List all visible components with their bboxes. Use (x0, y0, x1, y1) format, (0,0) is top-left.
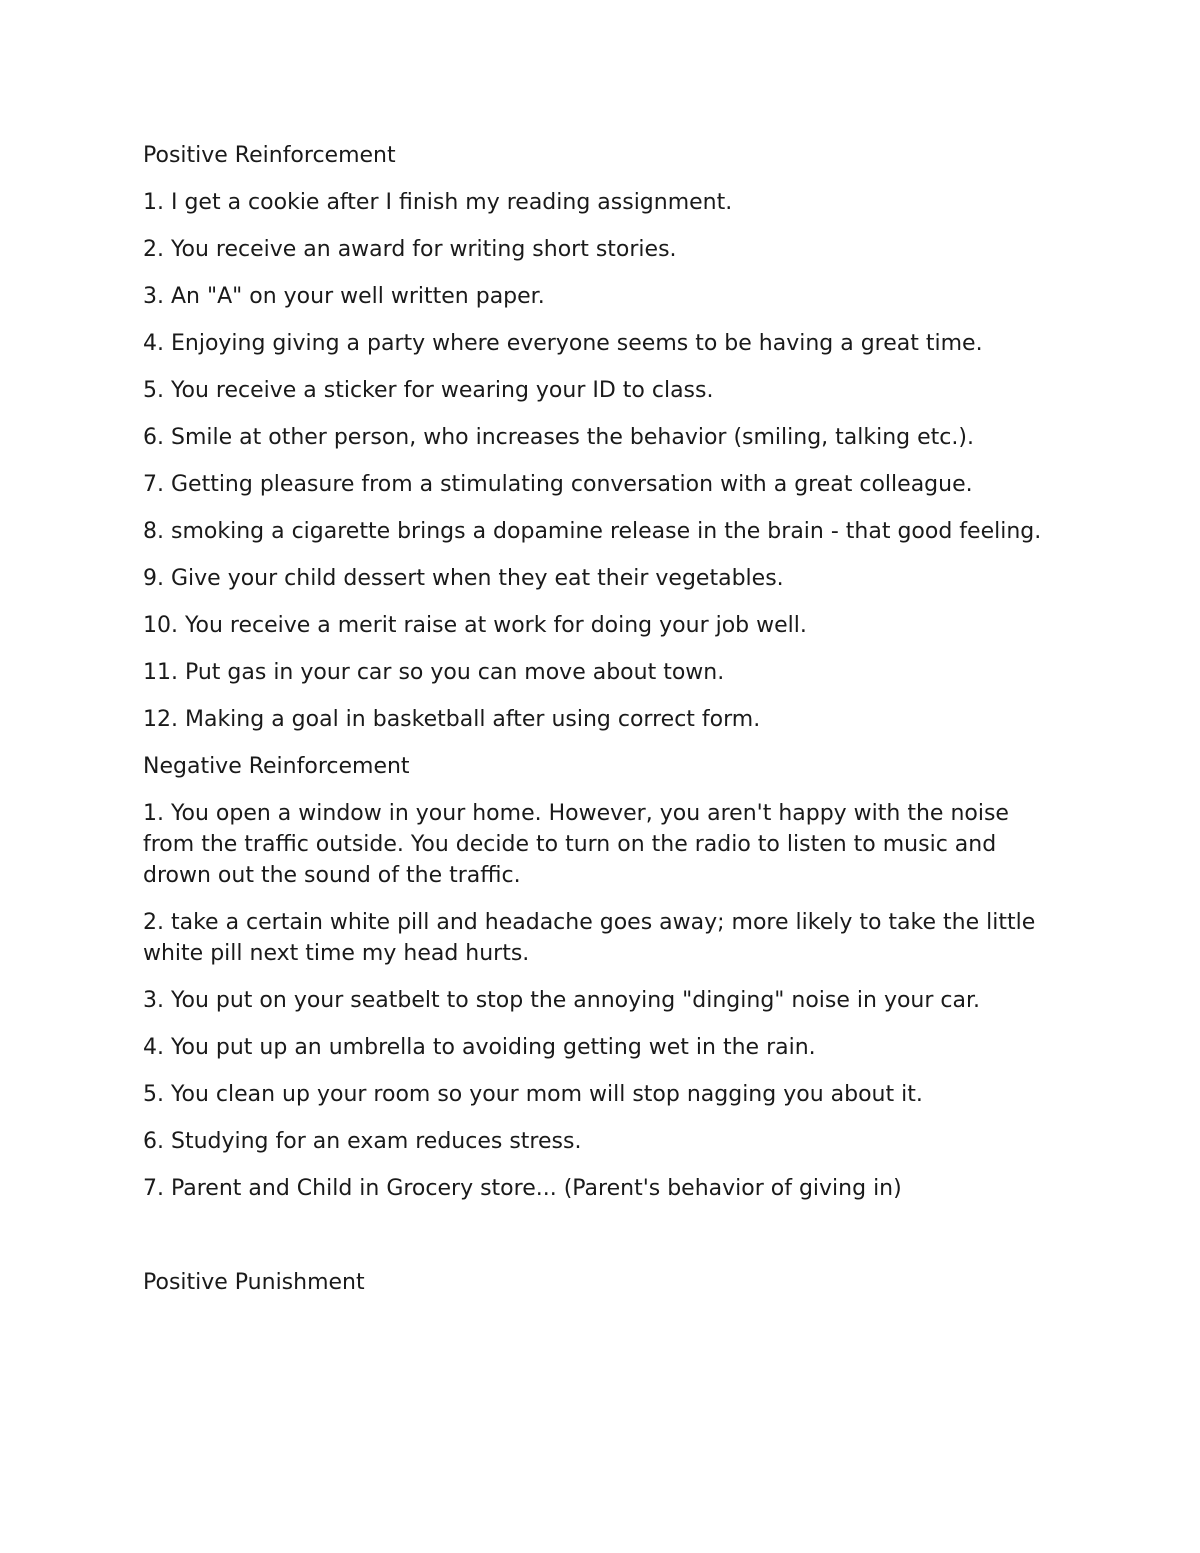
list-item: 7. Parent and Child in Grocery store... (Parent's behavior of giving in) (143, 1176, 902, 1201)
section-heading: Positive Punishment (143, 1270, 365, 1295)
list-item: 1. I get a cookie after I finish my reading assignment. (143, 190, 733, 215)
section-positive-punishment (143, 1267, 1043, 1298)
list-item: 11. Put gas in your car so you can move about town. (143, 660, 725, 685)
list-item: 6. Studying for an exam reduces stress. (143, 1129, 582, 1154)
item-list (143, 187, 1043, 735)
list-item: 2. take a certain white pill and headache goes away; more likely to take the little white pill next time my head hurts. (143, 910, 1036, 966)
list-item: 9. Give your child dessert when they eat their vegetables. (143, 566, 784, 591)
document-body (143, 140, 1043, 1314)
list-item: 2. You receive an award for writing short stories. (143, 237, 677, 262)
list-item: 4. Enjoying giving a party where everyone seems to be having a great time. (143, 331, 983, 356)
list-item: 1. You open a window in your home. However, you aren't happy with the noise from the traffic outside. You decide to turn on the radio to listen to music and drown out the sound of the traffic. (143, 801, 1009, 888)
list-item: 6. Smile at other person, who increases the behavior (smiling, talking etc.). (143, 425, 974, 450)
section-negative-reinforcement (143, 751, 1043, 1204)
section-positive-reinforcement (143, 140, 1043, 735)
list-item: 10. You receive a merit raise at work for doing your job well. (143, 613, 807, 638)
list-item: 8. smoking a cigarette brings a dopamine release in the brain - that good feeling. (143, 519, 1042, 544)
list-item: 3. You put on your seatbelt to stop the annoying "dinging" noise in your car. (143, 988, 981, 1013)
list-item: 7. Getting pleasure from a stimulating conversation with a great colleague. (143, 472, 973, 497)
section-heading: Negative Reinforcement (143, 754, 410, 779)
list-item: 5. You clean up your room so your mom will stop nagging you about it. (143, 1082, 923, 1107)
list-item: 3. An "A" on your well written paper. (143, 284, 545, 309)
empty-paragraph (143, 1220, 1043, 1267)
section-heading: Positive Reinforcement (143, 143, 396, 168)
list-item: 12. Making a goal in basketball after using correct form. (143, 707, 761, 732)
list-item: 5. You receive a sticker for wearing your ID to class. (143, 378, 714, 403)
item-list (143, 798, 1043, 1204)
list-item: 4. You put up an umbrella to avoiding getting wet in the rain. (143, 1035, 816, 1060)
